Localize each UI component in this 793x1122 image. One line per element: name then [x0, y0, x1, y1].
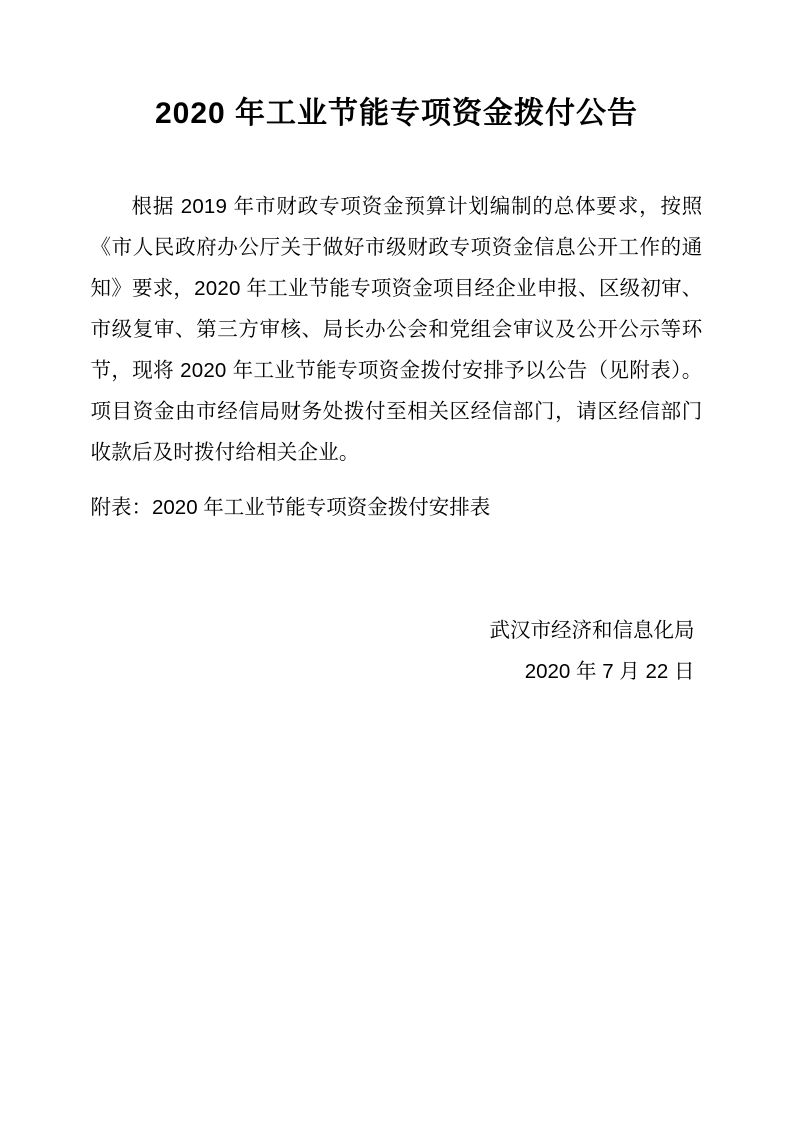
body-paragraph: 根据 2019 年市财政专项资金预算计划编制的总体要求，按照《市人民政府办公厅关于做好市级财政专项资金信息公开工作的通知》要求，2020 年工业节能专项资金项目经企业申报、区级初审、市级复审、第三方审核、局长办公会和党组会审议及公开公示等环节，现将 2020 年工业节能专项资金拨付安排予以公告（见附表）。项目资金由市经信局财务处拨付至相关区经信部门，请区经信部门收款后及时拨付给相关企业。	[90, 195, 703, 464]
signature-date: 2020 年 7 月 22 日	[524, 660, 695, 683]
attachment-line: 附表：2020 年工业节能专项资金拨付安排表	[90, 496, 491, 519]
signature-block	[91, 528, 703, 692]
page-title: 2020 年工业节能专项资金拨付公告	[154, 97, 639, 130]
document-body	[91, 132, 703, 528]
signature-organization: 武汉市经济和信息化局	[489, 619, 695, 642]
